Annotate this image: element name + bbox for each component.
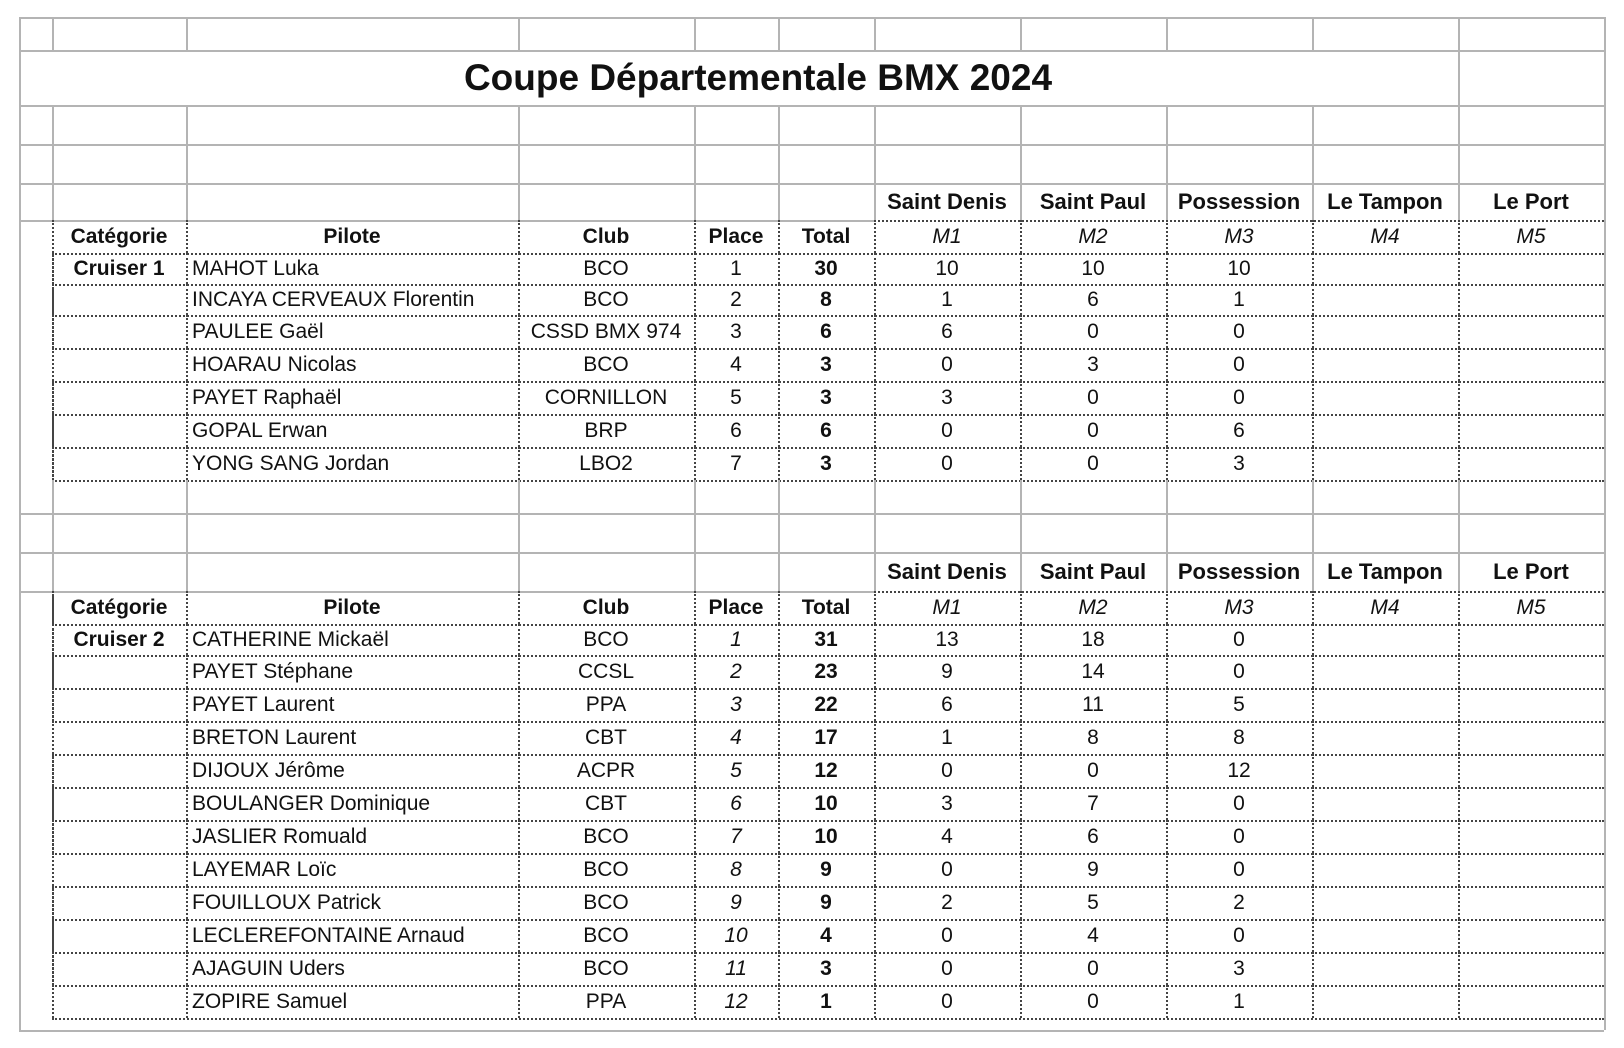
manche-points: 0 xyxy=(1233,923,1245,947)
manche-points xyxy=(1312,348,1458,381)
total-value: 30 xyxy=(814,256,838,280)
grid-line xyxy=(1020,480,1022,552)
manche-points xyxy=(1312,284,1458,315)
manche-points xyxy=(1458,447,1604,480)
manche-points: 2 xyxy=(1233,890,1245,914)
pilot-name: DIJOUX Jérôme xyxy=(192,758,345,782)
pilot-name: MAHOT Luka xyxy=(192,256,319,280)
manche-points: 6 xyxy=(941,692,953,716)
manche-points xyxy=(1458,853,1604,886)
pilot-name: PAYET Stéphane xyxy=(192,659,354,683)
manche-points: 0 xyxy=(1087,758,1099,782)
manche-points: 3 xyxy=(1087,352,1099,376)
manche-points: 1 xyxy=(941,287,953,311)
manche-points: 9 xyxy=(1087,857,1099,881)
header-manche: M1 xyxy=(932,224,962,248)
grid-line xyxy=(52,480,1604,482)
total-value: 12 xyxy=(814,758,838,782)
manche-points: 0 xyxy=(941,352,953,376)
grid-line xyxy=(1166,480,1168,552)
manche-points: 0 xyxy=(1087,418,1099,442)
grid-line xyxy=(1458,480,1460,552)
pilot-name: PAYET Laurent xyxy=(192,692,335,716)
manche-points: 5 xyxy=(1087,890,1099,914)
manche-points xyxy=(1458,985,1604,1018)
manche-points: 0 xyxy=(941,451,953,475)
grid-line xyxy=(778,105,780,183)
total-value: 9 xyxy=(820,857,832,881)
manche-points: 0 xyxy=(1087,451,1099,475)
manche-points: 0 xyxy=(1087,956,1099,980)
place-value: 1 xyxy=(730,627,742,651)
club-name: BCO xyxy=(583,352,629,376)
place-value: 5 xyxy=(730,758,742,782)
manche-points: 3 xyxy=(941,385,953,409)
total-value: 1 xyxy=(820,989,832,1013)
total-value: 10 xyxy=(814,824,838,848)
club-name: BCO xyxy=(583,287,629,311)
venue-label: Le Tampon xyxy=(1327,558,1443,584)
venue-label: Saint Paul xyxy=(1039,188,1147,214)
club-name: CBT xyxy=(585,791,627,815)
manche-points: 0 xyxy=(941,418,953,442)
category-label: Cruiser 1 xyxy=(73,256,165,280)
manche-points: 2 xyxy=(941,890,953,914)
manche-points xyxy=(1458,253,1604,284)
place-value: 3 xyxy=(730,319,742,343)
pilot-name: PAULEE Gaël xyxy=(192,319,324,343)
grid-line xyxy=(1604,17,1606,1030)
grid-line xyxy=(1458,17,1460,50)
grid-line xyxy=(1312,17,1314,50)
place-value: 9 xyxy=(730,890,742,914)
header-manche: M4 xyxy=(1370,224,1400,248)
club-name: BCO xyxy=(583,923,629,947)
pilot-name: LECLEREFONTAINE Arnaud xyxy=(192,923,465,947)
grid-line xyxy=(186,17,188,50)
grid-line xyxy=(1020,17,1022,50)
pilot-name: ZOPIRE Samuel xyxy=(192,989,348,1013)
place-value: 4 xyxy=(730,725,742,749)
manche-points xyxy=(1458,414,1604,447)
club-name: BCO xyxy=(583,857,629,881)
manche-points: 4 xyxy=(941,824,953,848)
pilot-name: PAYET Raphaël xyxy=(192,385,342,409)
venue-label: Possession xyxy=(1177,558,1301,584)
grid-line xyxy=(874,480,876,552)
total-value: 23 xyxy=(814,659,838,683)
header-manche: M2 xyxy=(1078,595,1108,619)
place-value: 4 xyxy=(730,352,742,376)
manche-points: 6 xyxy=(941,319,953,343)
header-pilote: Pilote xyxy=(323,224,381,248)
header-total: Total xyxy=(801,595,851,619)
grid-line xyxy=(19,17,21,1030)
manche-points: 0 xyxy=(941,956,953,980)
grid-line xyxy=(694,552,696,591)
grid-line xyxy=(19,105,1604,107)
manche-points: 0 xyxy=(941,758,953,782)
club-name: BCO xyxy=(583,824,629,848)
grid-line xyxy=(518,183,520,220)
manche-points: 6 xyxy=(1087,287,1099,311)
manche-points: 5 xyxy=(1233,692,1245,716)
grid-line xyxy=(19,17,1604,19)
manche-points xyxy=(1458,381,1604,414)
club-name: ACPR xyxy=(576,758,636,782)
total-value: 8 xyxy=(820,287,832,311)
pilot-name: CATHERINE Mickaël xyxy=(192,627,389,651)
place-value: 12 xyxy=(724,989,748,1013)
place-value: 7 xyxy=(730,824,742,848)
manche-points: 1 xyxy=(941,725,953,749)
manche-points: 0 xyxy=(1087,385,1099,409)
header-manche: M2 xyxy=(1078,224,1108,248)
grid-line xyxy=(518,17,520,50)
place-value: 2 xyxy=(730,659,742,683)
header-place: Place xyxy=(708,224,764,248)
manche-points: 3 xyxy=(1233,956,1245,980)
grid-line xyxy=(1166,105,1168,183)
manche-points: 0 xyxy=(941,989,953,1013)
place-value: 7 xyxy=(730,451,742,475)
venue-label: Possession xyxy=(1177,188,1301,214)
total-value: 3 xyxy=(820,451,832,475)
club-name: CCSL xyxy=(577,659,635,683)
sheet-title: Coupe Départementale BMX 2024 xyxy=(463,56,1053,98)
manche-points xyxy=(1312,952,1458,985)
pilot-name: JASLIER Romuald xyxy=(192,824,368,848)
total-value: 10 xyxy=(814,791,838,815)
venue-label: Saint Denis xyxy=(887,188,1007,214)
venue-label: Saint Paul xyxy=(1039,558,1147,584)
manche-points: 18 xyxy=(1081,627,1105,651)
manche-points xyxy=(1458,919,1604,952)
total-value: 6 xyxy=(820,418,832,442)
manche-points xyxy=(1458,886,1604,919)
grid-line xyxy=(778,183,780,220)
pilot-name: BRETON Laurent xyxy=(192,725,357,749)
grid-line xyxy=(52,552,54,591)
grid-line xyxy=(874,17,876,50)
grid-line xyxy=(1020,105,1022,183)
club-name: CORNILLON xyxy=(544,385,668,409)
manche-points: 10 xyxy=(1081,256,1105,280)
header-pilote: Pilote xyxy=(323,595,381,619)
header-manche: M3 xyxy=(1224,595,1254,619)
manche-points xyxy=(1458,315,1604,348)
manche-points xyxy=(1312,853,1458,886)
total-value: 22 xyxy=(814,692,838,716)
grid-line xyxy=(186,480,188,552)
manche-points: 14 xyxy=(1081,659,1105,683)
total-value: 9 xyxy=(820,890,832,914)
header-categorie: Catégorie xyxy=(70,595,168,619)
manche-points: 12 xyxy=(1227,758,1251,782)
place-value: 11 xyxy=(725,956,747,980)
place-value: 2 xyxy=(730,287,742,311)
manche-points xyxy=(1458,688,1604,721)
manche-points xyxy=(1458,284,1604,315)
grid-line xyxy=(19,1030,1604,1032)
manche-points xyxy=(1458,348,1604,381)
grid-line xyxy=(19,144,1604,146)
grid-line xyxy=(694,105,696,183)
grid-line xyxy=(52,1018,1604,1020)
manche-points: 1 xyxy=(1233,287,1245,311)
manche-points: 3 xyxy=(1233,451,1245,475)
place-value: 6 xyxy=(730,791,742,815)
total-value: 6 xyxy=(820,319,832,343)
grid-line xyxy=(518,480,520,552)
grid-line xyxy=(694,17,696,50)
grid-line xyxy=(778,480,780,552)
place-value: 8 xyxy=(730,857,742,881)
manche-points xyxy=(1312,985,1458,1018)
total-value: 3 xyxy=(820,956,832,980)
grid-line xyxy=(52,105,54,183)
place-value: 5 xyxy=(730,385,742,409)
place-value: 1 xyxy=(730,256,742,280)
manche-points: 0 xyxy=(1233,857,1245,881)
pilot-name: INCAYA CERVEAUX Florentin xyxy=(192,287,475,311)
total-value: 3 xyxy=(820,352,832,376)
venue-label: Saint Denis xyxy=(887,558,1007,584)
manche-points xyxy=(1312,655,1458,688)
manche-points xyxy=(1312,624,1458,655)
manche-points xyxy=(1312,886,1458,919)
manche-points xyxy=(1458,820,1604,853)
manche-points: 4 xyxy=(1087,923,1099,947)
manche-points: 0 xyxy=(1087,989,1099,1013)
manche-points xyxy=(1312,315,1458,348)
pilot-name: AJAGUIN Uders xyxy=(192,956,345,980)
total-value: 3 xyxy=(820,385,832,409)
manche-points xyxy=(1312,721,1458,754)
manche-points xyxy=(1312,447,1458,480)
header-categorie: Catégorie xyxy=(70,224,168,248)
manche-points: 0 xyxy=(941,857,953,881)
manche-points: 8 xyxy=(1233,725,1245,749)
manche-points: 0 xyxy=(1233,319,1245,343)
grid-line xyxy=(52,480,54,552)
place-value: 10 xyxy=(724,923,748,947)
venue-label: Le Port xyxy=(1493,558,1569,584)
manche-points: 0 xyxy=(941,923,953,947)
manche-points xyxy=(1458,624,1604,655)
club-name: BCO xyxy=(583,890,629,914)
manche-points: 6 xyxy=(1087,824,1099,848)
grid-line xyxy=(1166,17,1168,50)
manche-points: 0 xyxy=(1233,659,1245,683)
manche-points xyxy=(1312,919,1458,952)
grid-line xyxy=(186,105,188,183)
manche-points: 0 xyxy=(1233,627,1245,651)
club-name: CBT xyxy=(585,725,627,749)
manche-points xyxy=(1458,952,1604,985)
grid-line xyxy=(874,105,876,183)
pilot-name: GOPAL Erwan xyxy=(192,418,328,442)
place-value: 3 xyxy=(730,692,742,716)
manche-points xyxy=(1312,754,1458,787)
header-place: Place xyxy=(708,595,764,619)
place-value: 6 xyxy=(730,418,742,442)
grid-line xyxy=(1458,105,1460,183)
manche-points xyxy=(1312,820,1458,853)
header-club: Club xyxy=(582,224,630,248)
total-value: 31 xyxy=(814,627,838,651)
header-total: Total xyxy=(801,224,851,248)
manche-points: 6 xyxy=(1233,418,1245,442)
header-manche: M5 xyxy=(1516,595,1546,619)
manche-points xyxy=(1458,787,1604,820)
club-name: CSSD BMX 974 xyxy=(530,319,682,343)
manche-points xyxy=(1312,414,1458,447)
manche-points xyxy=(1312,253,1458,284)
manche-points: 10 xyxy=(1227,256,1251,280)
club-name: LBO2 xyxy=(579,451,633,475)
manche-points: 0 xyxy=(1233,791,1245,815)
grid-line xyxy=(186,552,188,591)
pilot-name: FOUILLOUX Patrick xyxy=(192,890,382,914)
grid-line xyxy=(52,17,54,50)
manche-points: 8 xyxy=(1087,725,1099,749)
grid-line xyxy=(694,480,696,552)
grid-line xyxy=(1312,480,1314,552)
club-name: PPA xyxy=(585,692,627,716)
grid-line xyxy=(518,552,520,591)
manche-points: 7 xyxy=(1087,791,1099,815)
manche-points xyxy=(1312,787,1458,820)
manche-points: 1 xyxy=(1233,989,1245,1013)
grid-line xyxy=(778,17,780,50)
manche-points: 11 xyxy=(1082,692,1104,716)
manche-points: 0 xyxy=(1087,319,1099,343)
manche-points: 3 xyxy=(941,791,953,815)
grid-line xyxy=(778,552,780,591)
manche-points: 13 xyxy=(935,627,959,651)
grid-line xyxy=(186,183,188,220)
club-name: BCO xyxy=(583,956,629,980)
manche-points xyxy=(1458,721,1604,754)
grid-line xyxy=(518,105,520,183)
pilot-name: YONG SANG Jordan xyxy=(192,451,390,475)
manche-points: 0 xyxy=(1233,385,1245,409)
club-name: BCO xyxy=(583,256,629,280)
manche-points xyxy=(1312,688,1458,721)
header-club: Club xyxy=(582,595,630,619)
manche-points: 0 xyxy=(1233,824,1245,848)
header-manche: M3 xyxy=(1224,224,1254,248)
header-manche: M1 xyxy=(932,595,962,619)
grid-line xyxy=(52,591,54,1018)
venue-label: Le Port xyxy=(1493,188,1569,214)
header-manche: M5 xyxy=(1516,224,1546,248)
grid-line xyxy=(1312,105,1314,183)
grid-line xyxy=(52,183,54,220)
manche-points xyxy=(1458,655,1604,688)
grid-line xyxy=(694,183,696,220)
total-value: 4 xyxy=(820,923,832,947)
manche-points: 10 xyxy=(935,256,959,280)
grid-line xyxy=(19,513,1604,515)
manche-points: 0 xyxy=(1233,352,1245,376)
club-name: BRP xyxy=(584,418,628,442)
pilot-name: BOULANGER Dominique xyxy=(192,791,431,815)
manche-points: 9 xyxy=(941,659,953,683)
manche-points xyxy=(1312,381,1458,414)
total-value: 17 xyxy=(814,725,838,749)
club-name: PPA xyxy=(585,989,627,1013)
venue-label: Le Tampon xyxy=(1327,188,1443,214)
header-manche: M4 xyxy=(1370,595,1400,619)
category-label: Cruiser 2 xyxy=(73,627,165,651)
pilot-name: HOARAU Nicolas xyxy=(192,352,357,376)
manche-points xyxy=(1458,754,1604,787)
pilot-name: LAYEMAR Loïc xyxy=(192,857,337,881)
club-name: BCO xyxy=(583,627,629,651)
